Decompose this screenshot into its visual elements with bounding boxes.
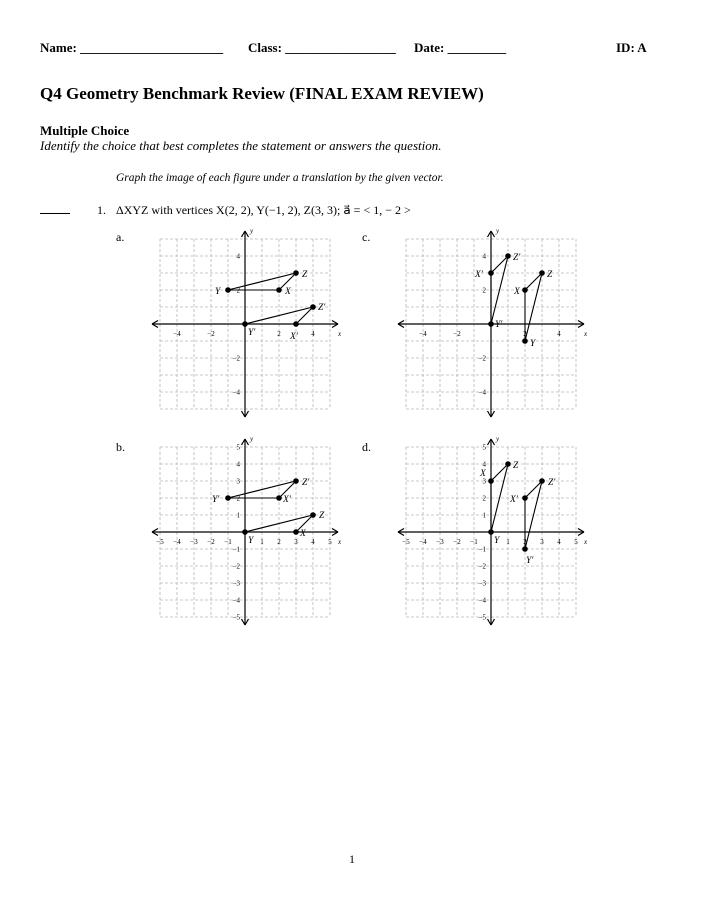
page-number: 1 <box>349 852 355 866</box>
y-tick-label: 3 <box>236 477 240 486</box>
x-tick-label: −4 <box>173 538 181 546</box>
vertex-point <box>488 321 494 327</box>
x-tick-label: 4 <box>311 330 315 338</box>
y-tick-label: −4 <box>478 596 486 605</box>
y-tick-label: 2 <box>236 494 240 503</box>
vertex-label: X <box>480 469 486 479</box>
vertex-point <box>242 529 248 535</box>
x-tick-label: 4 <box>311 538 315 546</box>
y-tick-label: 5 <box>236 443 240 452</box>
vertex-label: Y <box>248 536 254 546</box>
vertex-point <box>522 495 528 501</box>
x-tick-label: 3 <box>294 538 298 546</box>
x-tick-label: 2 <box>523 330 527 338</box>
y-tick-label: 4 <box>236 460 240 469</box>
vertex-label: Z <box>319 511 325 521</box>
y-tick-label: −1 <box>232 545 240 554</box>
vertex-point <box>293 270 299 276</box>
vertex-point <box>310 304 316 310</box>
vertex-point <box>505 253 511 259</box>
x-tick-label: −3 <box>436 538 444 546</box>
y-tick-label: −2 <box>478 562 486 571</box>
y-axis-label: y <box>496 435 500 443</box>
x-tick-label: −5 <box>402 538 410 546</box>
x-tick-label: 1 <box>260 538 264 546</box>
y-tick-label: 2 <box>482 494 486 503</box>
vertex-label: X <box>285 287 291 297</box>
x-tick-label: 4 <box>557 538 561 546</box>
vertex-label: Y′ <box>495 320 503 330</box>
y-tick-label: −3 <box>232 579 240 588</box>
vertex-point <box>488 270 494 276</box>
x-tick-label: −4 <box>419 330 427 338</box>
vertex-point <box>225 287 231 293</box>
vertex-point <box>539 478 545 484</box>
directions-text: Graph the image of each figure under a translation by the given vector. <box>116 172 444 184</box>
vertex-label: X′ <box>290 332 298 342</box>
vertex-point <box>505 461 511 467</box>
vertex-label: X <box>300 529 306 539</box>
question-text: ΔXYZ with vertices X(2, 2), Y(−1, 2), Z(3, 3); a⃗ = < 1, − 2 > <box>116 203 411 217</box>
x-axis-label: x <box>338 330 342 338</box>
y-tick-label: −2 <box>232 562 240 571</box>
option-a-letter: a. <box>116 230 125 244</box>
x-tick-label: −4 <box>419 538 427 546</box>
y-tick-label: 1 <box>236 511 240 520</box>
x-tick-label: −3 <box>190 538 198 546</box>
vertex-point <box>522 338 528 344</box>
vertex-label: Y <box>215 287 221 297</box>
vertex-label: X <box>514 287 520 297</box>
y-tick-label: 2 <box>482 286 486 295</box>
y-tick-label: −5 <box>232 613 240 622</box>
answer-blank[interactable] <box>40 213 70 214</box>
x-tick-label: −1 <box>224 538 232 546</box>
vertex-point <box>276 495 282 501</box>
section-heading: Multiple Choice <box>40 123 130 138</box>
y-axis-label: y <box>250 227 254 235</box>
x-tick-label: −2 <box>207 538 215 546</box>
y-tick-label: 4 <box>482 460 486 469</box>
vertex-label: Y′ <box>248 328 256 338</box>
x-tick-label: 2 <box>523 538 527 546</box>
date-field-label: Date: _________ <box>414 40 507 55</box>
x-tick-label: −5 <box>156 538 164 546</box>
y-tick-label: −4 <box>232 596 240 605</box>
x-tick-label: 5 <box>574 538 578 546</box>
x-tick-label: 4 <box>557 330 561 338</box>
section-instructions: Identify the choice that best completes the statement or answers the question. <box>40 138 442 153</box>
vertex-label: X′ <box>510 495 518 505</box>
vertex-label: Y <box>530 339 536 349</box>
y-axis-label: y <box>496 227 500 235</box>
vertex-point <box>276 287 282 293</box>
vertex-label: X′ <box>283 495 291 505</box>
vertex-label: Z′ <box>513 253 521 263</box>
y-tick-label: 2 <box>236 286 240 295</box>
vertex-point <box>242 321 248 327</box>
y-tick-label: −4 <box>232 388 240 397</box>
y-tick-label: −5 <box>478 613 486 622</box>
vertex-point <box>293 478 299 484</box>
x-tick-label: 2 <box>277 538 281 546</box>
x-tick-label: −2 <box>453 330 461 338</box>
y-tick-label: 3 <box>482 477 486 486</box>
vertex-label: Z <box>302 270 308 280</box>
vertex-point <box>310 512 316 518</box>
y-tick-label: 4 <box>236 252 240 261</box>
vertex-point <box>522 546 528 552</box>
x-axis-label: x <box>338 538 342 546</box>
y-tick-label: −1 <box>478 545 486 554</box>
y-tick-label: −2 <box>232 354 240 363</box>
vertex-point <box>488 529 494 535</box>
y-axis-label: y <box>250 435 254 443</box>
x-tick-label: −2 <box>453 538 461 546</box>
vertex-point <box>539 270 545 276</box>
vertex-label: Z′ <box>318 303 326 313</box>
option-b-graph <box>138 426 352 638</box>
option-d-graph <box>384 426 598 638</box>
vertex-point <box>293 529 299 535</box>
y-tick-label: 1 <box>482 511 486 520</box>
vertex-label: Z′ <box>302 478 310 488</box>
name-field-label: Name: ______________________ <box>40 40 224 55</box>
vertex-label: Z′ <box>548 478 556 488</box>
question-number: 1. <box>97 203 106 217</box>
vertex-point <box>293 321 299 327</box>
y-tick-label: −4 <box>478 388 486 397</box>
vertex-label: Z <box>513 461 519 471</box>
x-axis-label: x <box>584 330 588 338</box>
y-tick-label: −3 <box>478 579 486 588</box>
x-tick-label: −4 <box>173 330 181 338</box>
x-tick-label: −2 <box>207 330 215 338</box>
page-title: Q4 Geometry Benchmark Review (FINAL EXAM REVIEW) <box>40 84 484 103</box>
option-b-letter: b. <box>116 440 125 454</box>
option-a-graph <box>138 214 352 436</box>
vertex-point <box>225 495 231 501</box>
x-tick-label: −1 <box>470 538 478 546</box>
vertex-label: Z <box>547 270 553 280</box>
x-tick-label: 3 <box>540 538 544 546</box>
vertex-point <box>488 478 494 484</box>
vertex-point <box>522 287 528 293</box>
y-tick-label: 5 <box>482 443 486 452</box>
vertex-label: Y <box>494 536 500 546</box>
x-tick-label: 5 <box>328 538 332 546</box>
option-d-letter: d. <box>362 440 371 454</box>
id-label: ID: A <box>616 40 647 55</box>
vertex-label: Y′ <box>526 556 534 566</box>
option-c-graph <box>384 214 598 436</box>
vertex-label: Y′ <box>212 495 220 505</box>
y-tick-label: −2 <box>478 354 486 363</box>
x-axis-label: x <box>584 538 588 546</box>
class-field-label: Class: _________________ <box>248 40 396 55</box>
x-tick-label: 2 <box>277 330 281 338</box>
option-c-letter: c. <box>362 230 371 244</box>
y-tick-label: 4 <box>482 252 486 261</box>
x-tick-label: 1 <box>506 538 510 546</box>
vertex-label: X′ <box>475 270 483 280</box>
